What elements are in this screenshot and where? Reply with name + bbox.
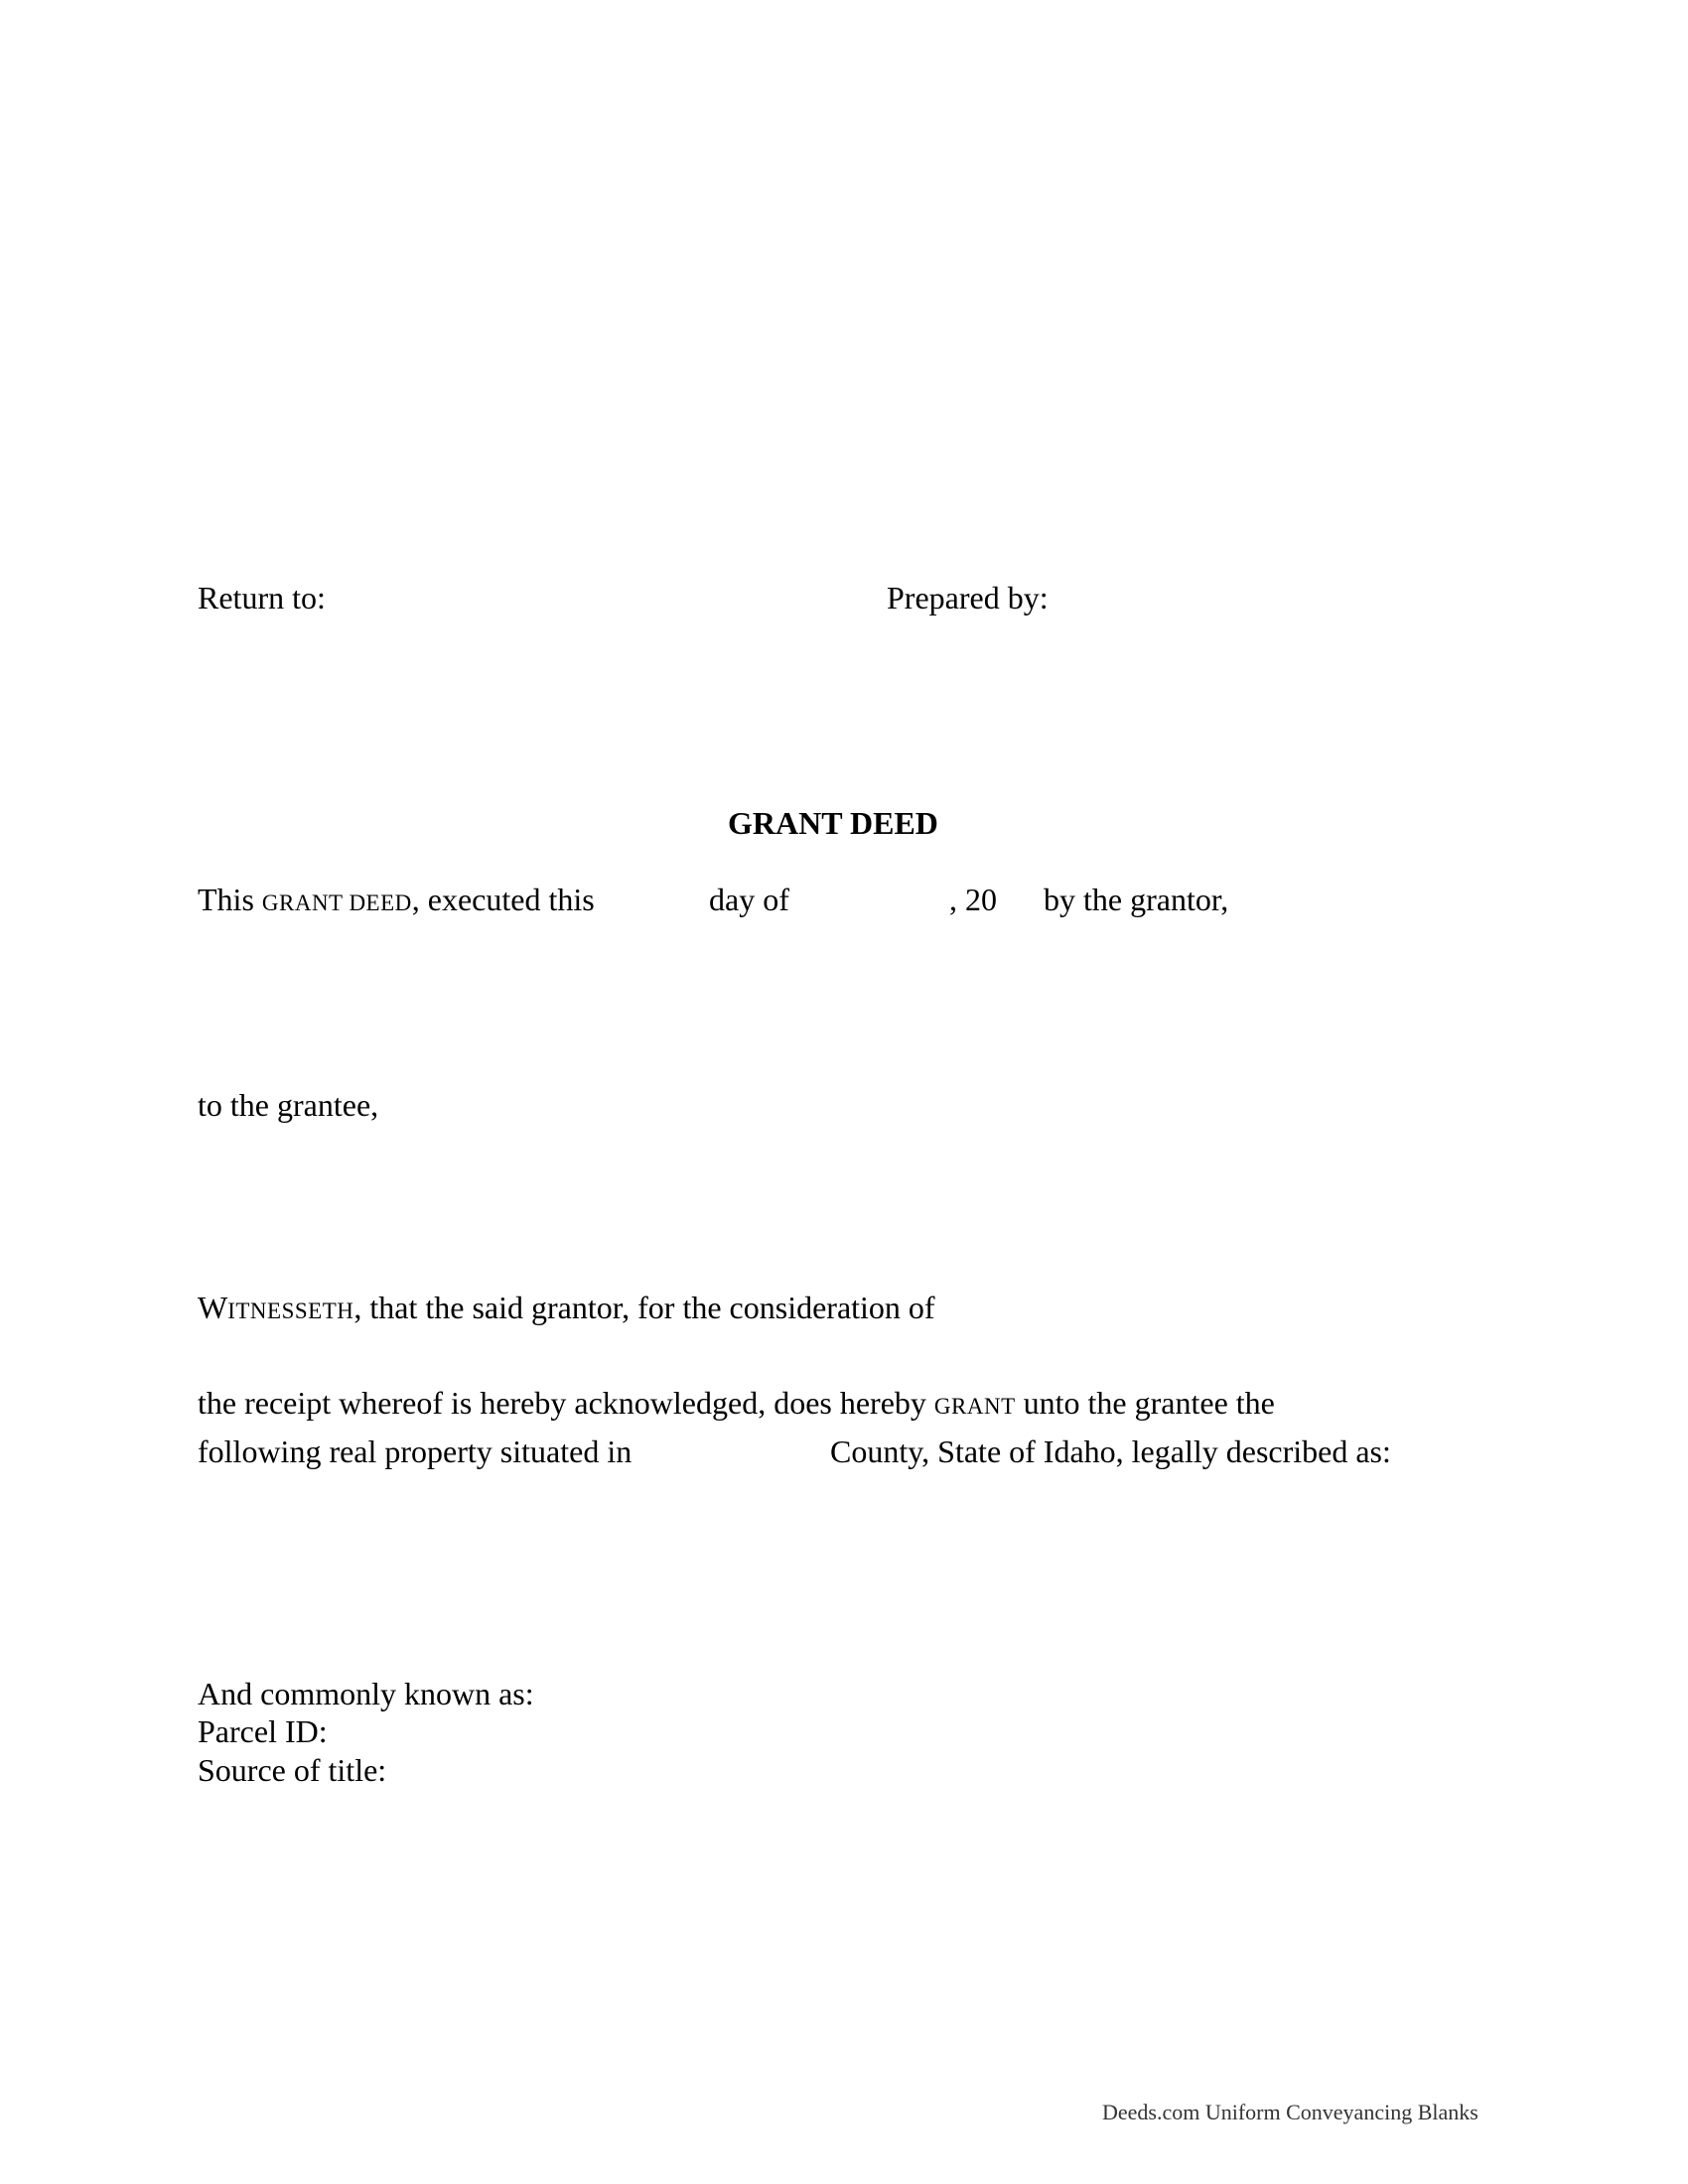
document-title: GRANT DEED — [728, 805, 938, 841]
execution-year-prefix: , 20 — [949, 882, 997, 917]
grantee-line: to the grantee, — [198, 1087, 379, 1123]
execution-this: This — [198, 882, 254, 917]
execution-day-of: day of — [709, 882, 789, 917]
witness-line — [198, 1292, 935, 1323]
footer-text: Deeds.com Uniform Conveyancing Blanks — [1102, 2100, 1478, 2124]
property-line-after: County, State of Idaho, legally described as: — [830, 1433, 1391, 1469]
property-line-before: following real property situated in — [198, 1433, 633, 1469]
execution-line — [198, 884, 595, 915]
commonly-known-as: And commonly known as: — [198, 1676, 534, 1711]
witness-rest: ITNESSETH — [227, 1298, 354, 1323]
receipt-grant: GRANT — [933, 1394, 1016, 1419]
parcel-id: Parcel ID: — [198, 1713, 328, 1749]
return-to-label: Return to: — [198, 580, 326, 615]
execution-executed-this: , executed this — [411, 882, 595, 917]
receipt-after: unto the grantee the — [1023, 1385, 1275, 1421]
execution-grant-deed: GRANT DEED — [261, 890, 412, 915]
witness-initial: W — [198, 1290, 228, 1325]
prepared-by-label: Prepared by: — [887, 580, 1049, 615]
receipt-line — [198, 1387, 1275, 1419]
execution-by-grantor: by the grantor, — [1044, 882, 1229, 917]
receipt-before: the receipt whereof is hereby acknowledged, does hereby — [198, 1385, 926, 1421]
source-of-title: Source of title: — [198, 1752, 387, 1788]
witness-text: , that the said grantor, for the consideration of — [353, 1290, 935, 1325]
